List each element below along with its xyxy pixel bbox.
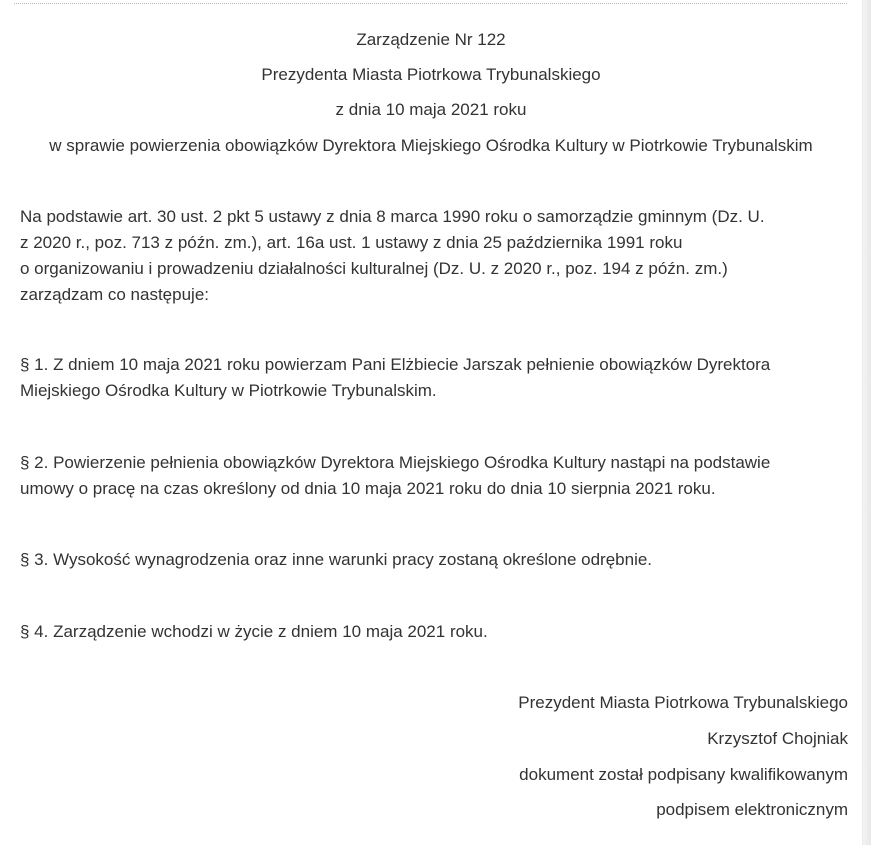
page-edge-shadow	[862, 0, 871, 845]
section-4	[20, 619, 850, 645]
preamble-paragraph	[20, 204, 850, 308]
signature-note-line-2: podpisem elektronicznym	[656, 800, 848, 819]
document-date: z dnia 10 maja 2021 roku	[335, 100, 527, 119]
preamble-line: o organizowaniu i prowadzeniu działalności kulturalnej (Dz. U. z 2020 r., poz. 194 z późn. zm.)	[20, 259, 728, 278]
preamble-line: z 2020 r., poz. 713 z późn. zm.), art. 16a ust. 1 ustawy z dnia 25 października 1991 roku	[20, 233, 683, 252]
preamble-line: zarządzam co następuje:	[20, 285, 209, 304]
document-title: Zarządzenie Nr 122	[356, 30, 506, 49]
section-2-line: umowy o pracę na czas określony od dnia 10 maja 2021 roku do dnia 10 sierpnia 2021 roku.	[20, 479, 716, 498]
preamble-line: Na podstawie art. 30 ust. 2 pkt 5 ustawy z dnia 8 marca 1990 roku o samorządzie gminnym (Dz. U.	[20, 207, 765, 226]
section-2	[20, 450, 850, 502]
section-1-line: § 1. Z dniem 10 maja 2021 roku powierzam Pani Elżbiecie Jarszak pełnienie obowiązków Dyrektora	[20, 355, 771, 374]
section-3-line: § 3. Wysokość wynagrodzenia oraz inne warunki pracy zostaną określone odrębnie.	[20, 550, 653, 569]
section-3	[20, 547, 850, 573]
section-1-line: Miejskiego Ośrodka Kultury w Piotrkowie Trybunalskim.	[20, 381, 437, 400]
signature-name: Krzysztof Chojniak	[707, 729, 848, 748]
document-issuer: Prezydenta Miasta Piotrkowa Trybunalskiego	[261, 65, 601, 84]
section-4-line: § 4. Zarządzenie wchodzi w życie z dniem 10 maja 2021 roku.	[20, 622, 488, 641]
top-divider	[14, 3, 847, 4]
document-subject: w sprawie powierzenia obowiązków Dyrektora Miejskiego Ośrodka Kultury w Piotrkowie Trybunalskim	[49, 136, 813, 155]
signature-office: Prezydent Miasta Piotrkowa Trybunalskiego	[518, 693, 848, 712]
signature-note-line-1: dokument został podpisany kwalifikowanym	[519, 765, 848, 784]
section-2-line: § 2. Powierzenie pełnienia obowiązków Dyrektora Miejskiego Ośrodka Kultury nastąpi na podstawie	[20, 453, 771, 472]
section-1	[20, 352, 850, 404]
